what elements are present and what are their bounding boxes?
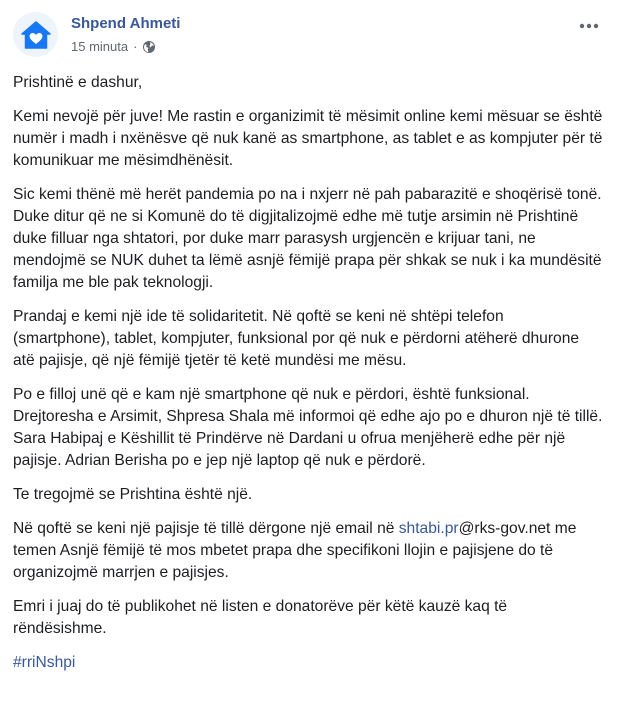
post-paragraph: Prandaj e kemi një ide të solidaritetit. Në qoftë se keni në shtëpi telefon (smartphone), tablet, kompjuter, funksional por që nuk e përdorni atëherë dhurone atë pajisje, që një fëmijë tjetër të ketë mundësi me mësu. [13,308,580,369]
hashtag-link[interactable]: #rriNshpi [13,654,76,671]
meta-separator: · [133,39,138,54]
author-name[interactable]: Shpend Ahmeti [71,15,181,32]
post-meta [71,39,156,54]
post-paragraph: Emri i juaj do të publikohet në listen e donatorëve për këtë kauzë kaq të rëndësishme. [13,598,508,637]
post-body [13,72,605,686]
email-text-before: Në qoftë se keni një pajisje të tillë dërgone një email në [13,520,399,537]
globe-icon[interactable] [142,40,156,54]
post-paragraph: Sic kemi thënë më herët pandemia po na i nxjerr në pah pabarazitë e shoqërisë tonë. Duke ditur që ne si Komunë do të digjitalizojmë edhe më tutje arsimin në Prishtinë duke filluar nga shtatori, por duke marr parasysh urgjencën e krijuar tani, ne mendojmë se NUK duhet ta lëmë asnjë fëmijë prapa për shkak se nuk i ka mundësitë familja me ble pak teknologji. [13,186,602,291]
post-paragraph: Kemi nevojë për juve! Me rastin e organizimit të mësimit online kemi mësuar se është numër i madh i nxënësve që nuk kanë as smartphone, as tablet e as kompjuter për të komunikuar me mësimdhënësit. [13,108,603,169]
email-paragraph [13,518,605,584]
post-header [13,12,607,60]
post-paragraph: Po e filloj unë që e kam një smartphone që nuk e përdori, është funksional. Drejtoresha e Arsimit, Shpresa Shala më informoi që edhe ajo po e dhuron një të tillë. Sara Habipaj e Këshillit të Prindërve në Dardani u ofrua menjëherë edhe për një pajisje. Adrian Berisha po e jep një laptop që nuk e përdorë. [13,386,603,469]
post-paragraph: Te tregojmë se Prishtina është një. [13,486,253,503]
house-heart-icon [20,20,52,50]
more-options-icon[interactable] [577,16,601,36]
post-timestamp[interactable]: 15 minuta [71,39,129,54]
post-paragraph: Prishtinë e dashur, [13,74,143,91]
avatar[interactable] [13,12,58,57]
email-text-after: @rks-gov.net me temen Asnjë fëmijë të mos mbetet prapa dhe specifikoni llojin e pajisjene do të organizojmë marrjen e pajisjes. [13,520,577,581]
email-link[interactable]: shtabi.pr [398,520,459,537]
